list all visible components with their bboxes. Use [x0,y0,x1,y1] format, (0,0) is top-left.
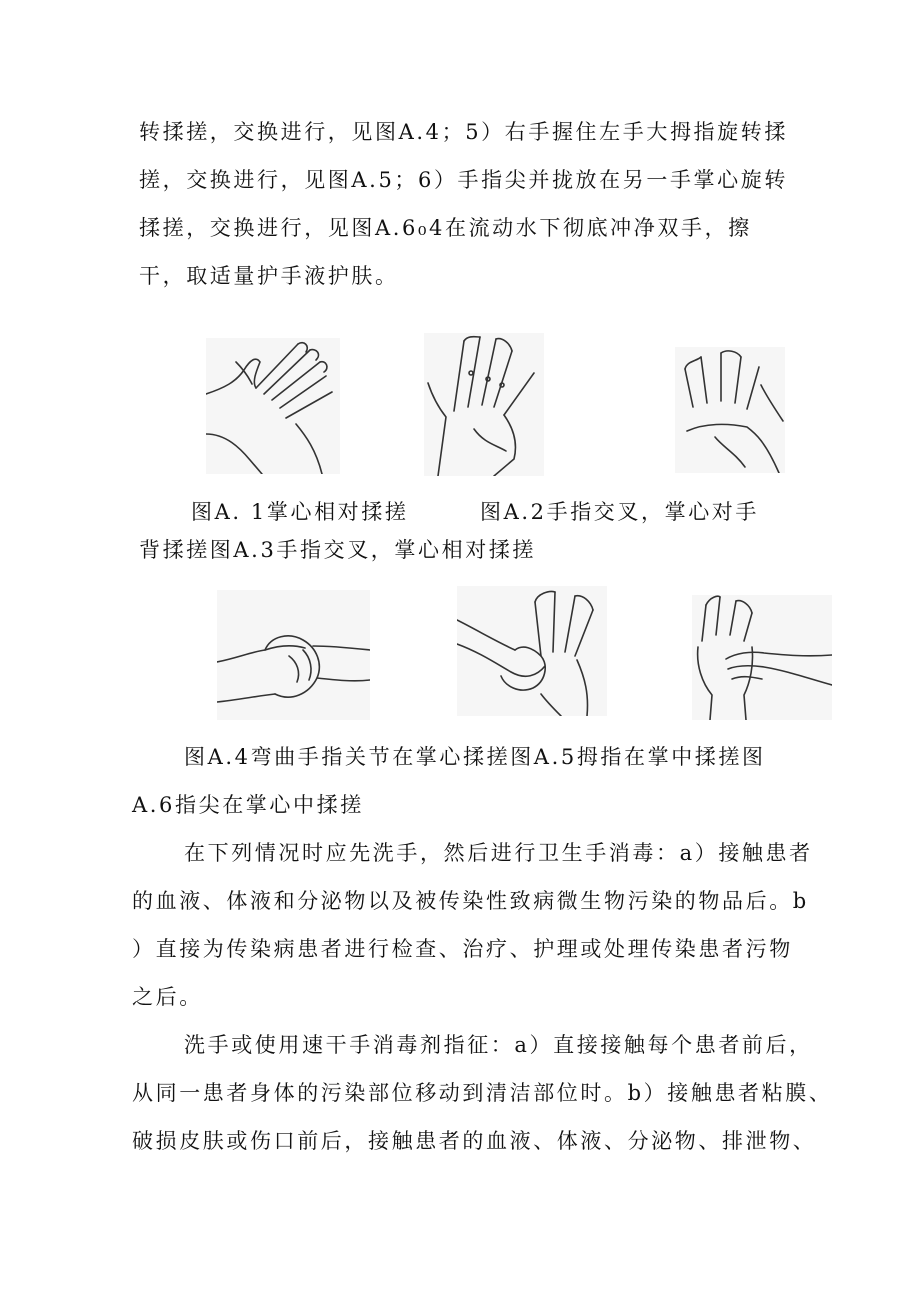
hands-knuckles-in-palm-illustration [217,590,370,720]
caption-a2: 图A.2手指交叉，掌心对手 [480,500,760,524]
figure-a2-interlaced-back [424,333,544,476]
para2-line-2: 从同一患者身体的污染部位移动到清洁部位时。b）接触患者粘膜、 [132,1081,833,1105]
para2-line-3: 破损皮肤或伤口前后，接触患者的血液、体液、分泌物、排泄物、 [132,1129,817,1153]
caption-a4-a5: 图A.4弯曲手指关节在掌心揉搓图A.5拇指在掌中揉搓图 [184,745,766,769]
caption-a1: 图A. 1掌心相对揉搓 [191,500,409,524]
hands-fingertips-in-palm-illustration [692,595,832,720]
hands-fingers-interlaced-palm-illustration [675,347,785,473]
para1-line-4: 之后。 [132,985,203,1009]
figure-a1-palm-to-palm [206,338,340,474]
hands-fingers-interlaced-back-illustration [424,333,544,476]
hands-palm-to-palm-illustration [206,338,340,474]
figure-a6-fingertips [692,595,832,720]
figure-a3-interlaced-palm [675,347,785,473]
figure-a4-knuckles [217,590,370,720]
intro-line-4: 干，取适量护手液护肤。 [139,264,399,288]
caption-a2-a3: 背揉搓图A.3手指交叉，掌心相对揉搓 [139,538,537,562]
intro-line-2: 搓，交换进行，见图A.5；6）手指尖并拢放在另一手掌心旋转 [139,168,788,192]
para1-line-2: 的血液、体液和分泌物以及被传染性致病微生物污染的物品后。b [132,889,809,913]
para1-line-3: ）直接为传染病患者进行检查、治疗、护理或处理传染患者污物 [132,937,793,961]
para1-line-1: 在下列情况时应先洗手，然后进行卫生手消毒：a）接触患者 [184,841,813,865]
caption-a6: A.6指尖在掌心中揉搓 [132,793,364,817]
figure-a5-thumb [457,586,607,716]
intro-line-1: 转揉搓，交换进行，见图A.4；5）右手握住左手大拇指旋转揉 [139,120,788,144]
hands-thumb-rotation-illustration [457,586,607,716]
para2-line-1: 洗手或使用速干手消毒剂指征：a）直接接触每个患者前后， [184,1033,813,1057]
intro-line-3: 揉搓，交换进行，见图A.6₀4在流动水下彻底冲净双手，擦 [139,216,752,240]
